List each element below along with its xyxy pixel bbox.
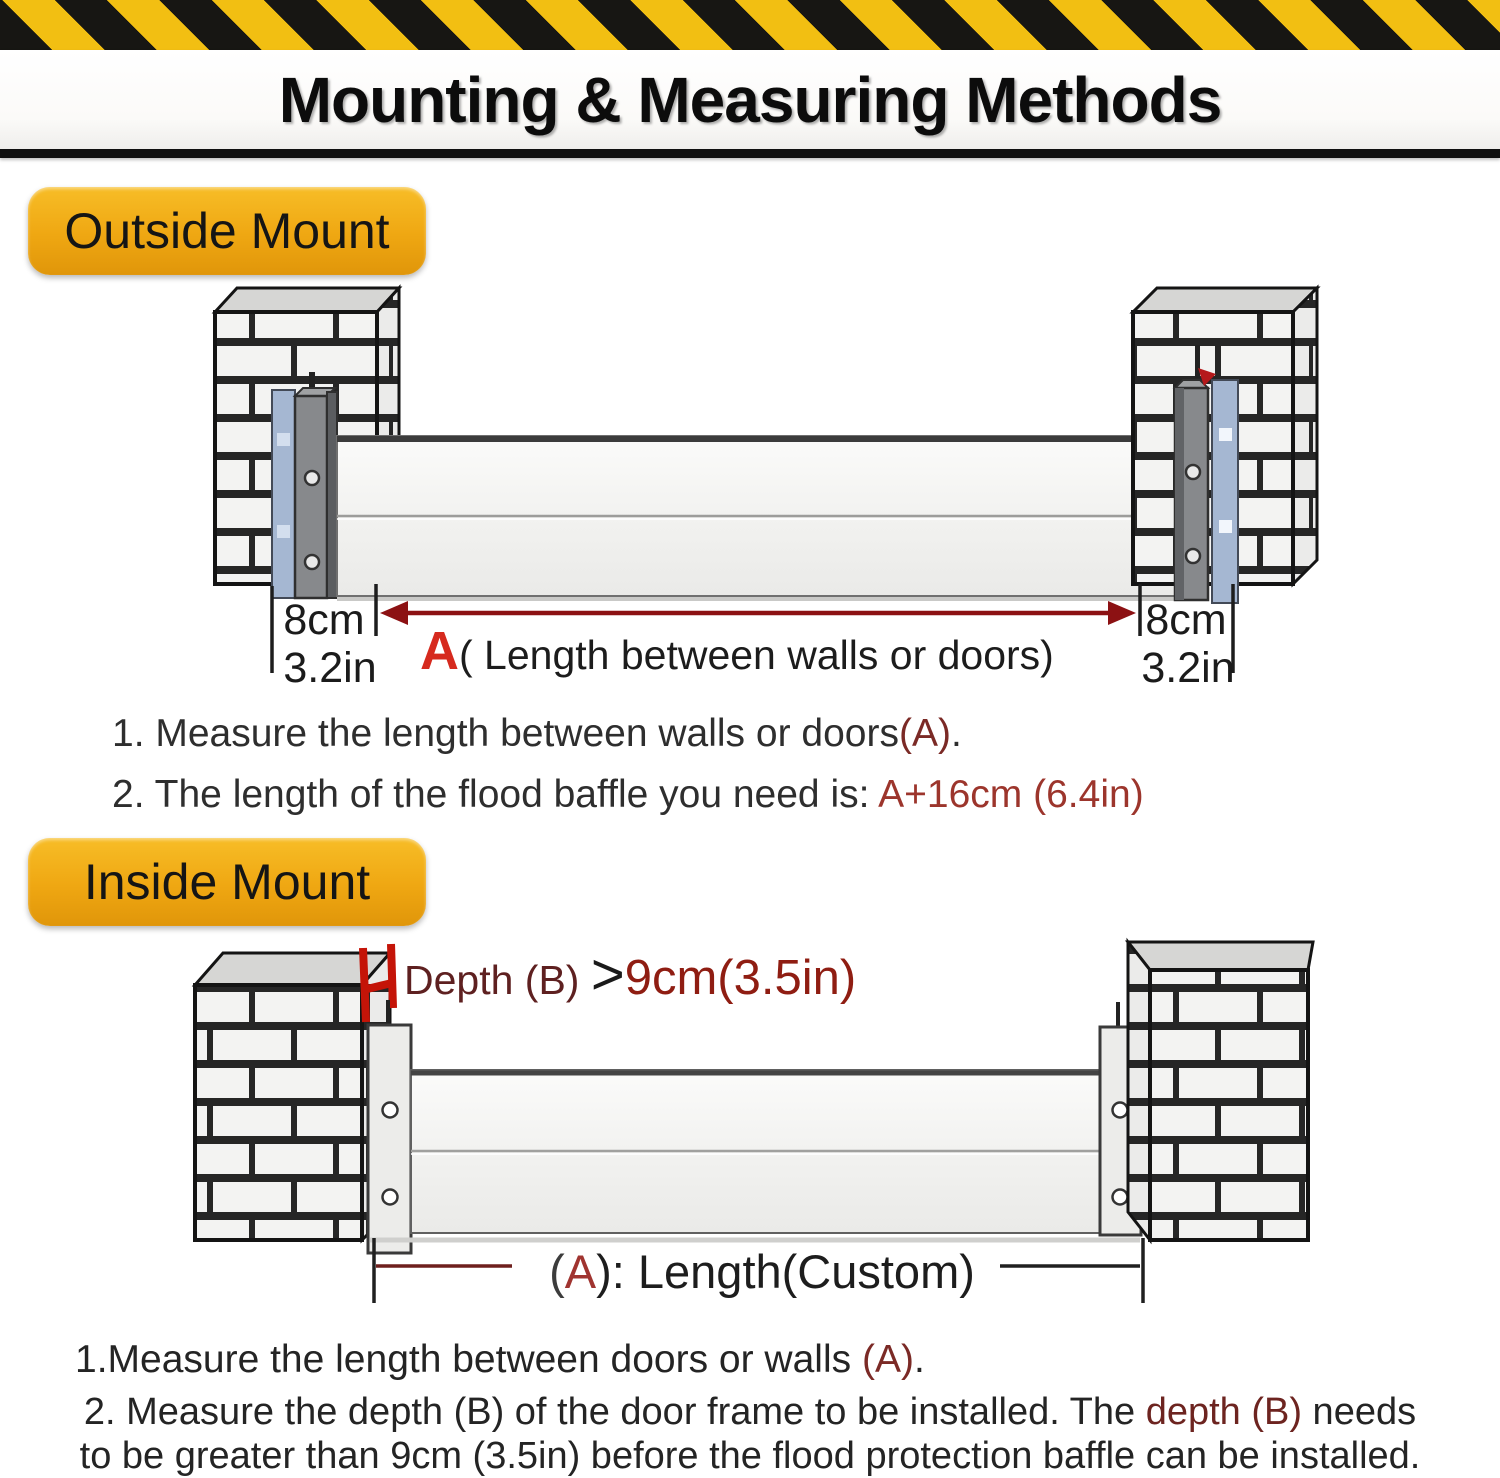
screw-hole-icon <box>1186 549 1200 563</box>
screw-hole-icon <box>1186 465 1200 479</box>
left-gap-inch: 3.2in <box>283 644 377 692</box>
arrowhead-right-icon <box>1108 601 1136 625</box>
note-text: to be greater than 9cm (3.5in) before the flood protection baffle can be installed. <box>79 1435 1421 1477</box>
flood-barrier-outside <box>337 436 1175 599</box>
note-text: 2. The length of the flood baffle you need is: <box>112 773 879 816</box>
screw-hole-icon <box>383 1103 398 1118</box>
inside-right-pillar <box>1128 942 1313 1240</box>
screw-hole-icon <box>1113 1103 1128 1118</box>
inside-left-mount-bracket <box>368 1000 411 1253</box>
inside-mount-diagram <box>0 935 1500 1310</box>
outside-mount-notes <box>112 712 1144 834</box>
outside-note-2 <box>112 773 1144 817</box>
length-custom-label <box>549 1245 975 1298</box>
span-label-a: A <box>420 621 459 681</box>
outside-mount-diagram <box>0 280 1500 700</box>
span-length-label <box>420 621 1054 681</box>
length-label-rest: ): Length(Custom) <box>596 1245 975 1298</box>
screw-hole-icon <box>305 555 319 569</box>
screw-hole-icon <box>383 1190 398 1205</box>
left-gap-cm: 8cm <box>283 596 365 644</box>
right-gap-cm: 8cm <box>1145 596 1227 644</box>
screw-hole-icon <box>305 471 319 485</box>
note-highlight: depth (B) <box>1145 1391 1302 1433</box>
left-channel <box>368 1025 411 1253</box>
greater-than-sign: > <box>590 942 625 1007</box>
note-highlight: (A) <box>898 712 951 755</box>
arrowhead-left-icon <box>380 601 408 625</box>
inside-mount-badge-label: Inside Mount <box>83 854 371 910</box>
screw-hole-icon <box>1113 1190 1128 1205</box>
span-label-rest: ( Length between walls or doors) <box>459 632 1054 678</box>
outside-mount-badge <box>28 187 426 275</box>
length-label-open: ( <box>549 1245 565 1298</box>
right-gap-inch: 3.2in <box>1141 644 1235 692</box>
page-title: Mounting & Measuring Methods <box>278 63 1222 136</box>
depth-label-name: Depth (B) <box>404 957 591 1003</box>
outside-left-mount-bracket <box>272 372 337 598</box>
note-text: 1. Measure the length between walls or doors <box>112 712 899 755</box>
depth-label-value: 9cm(3.5in) <box>624 951 857 1005</box>
inside-mount-badge <box>28 838 426 926</box>
inside-note-1 <box>75 1338 925 1382</box>
depth-requirement-label <box>404 942 856 1007</box>
note-text: . <box>913 1338 925 1381</box>
note-text: 2. Measure the depth (B) of the door frame to be installed. The <box>83 1391 1146 1433</box>
note-text: 1.Measure the length between doors or walls <box>75 1338 862 1381</box>
inside-note-2 <box>0 1390 1500 1478</box>
note-highlight: (A) <box>861 1338 914 1381</box>
flood-barrier-inside <box>370 1070 1140 1240</box>
right-pin <box>1195 345 1200 378</box>
inside-note-2-line-1 <box>0 1390 1500 1434</box>
title-band <box>0 50 1500 158</box>
outside-mount-badge-label: Outside Mount <box>64 203 390 259</box>
note-highlight: A+16cm (6.4in) <box>878 773 1144 816</box>
right-blue-backplate <box>1212 380 1238 603</box>
caution-tape-stripes <box>0 0 1500 50</box>
inside-left-pillar <box>195 953 390 1240</box>
inside-note-2-line-2 <box>0 1434 1500 1478</box>
length-label-a: A <box>564 1245 597 1298</box>
outside-note-1 <box>112 712 1144 756</box>
note-text: needs <box>1302 1391 1417 1433</box>
note-text: . <box>950 712 962 755</box>
left-blue-backplate <box>272 390 295 598</box>
